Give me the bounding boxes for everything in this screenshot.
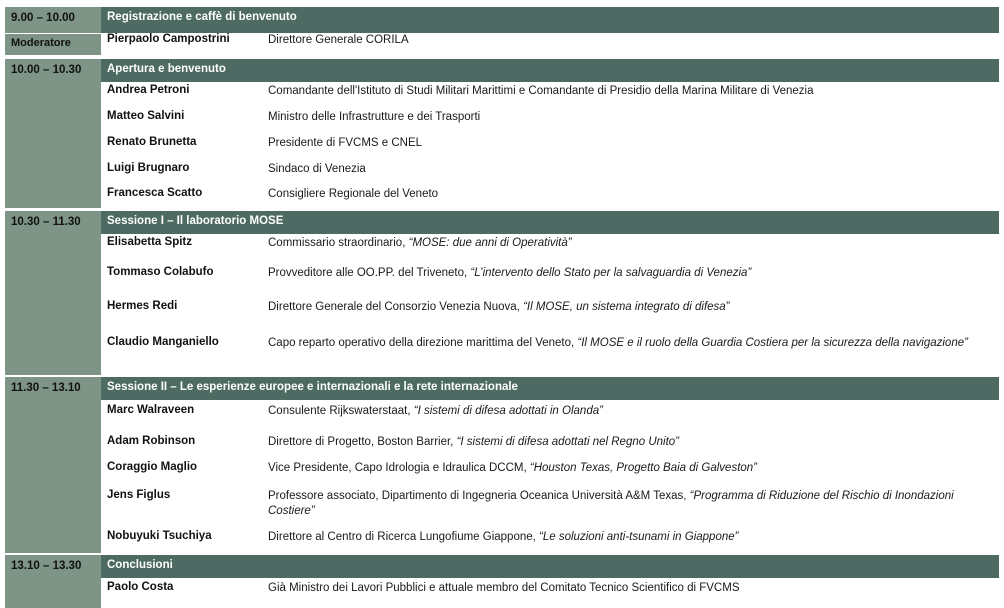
speaker-row [101, 184, 999, 210]
speaker-row [101, 233, 999, 261]
time-slot: 10.00 – 10.30 [5, 58, 101, 208]
speaker-name: Renato Brunetta [107, 136, 197, 148]
time-slot: 11.30 – 13.10 [5, 376, 101, 553]
speaker-row [101, 527, 999, 553]
speaker-row [101, 578, 999, 606]
talk-title: “MOSE: due anni di Operatività” [408, 237, 572, 249]
talk-title: “I sistemi di difesa adottati nel Regno Unito” [456, 436, 680, 448]
talk-title: “Le soluzioni anti-tsunami in Giappone” [539, 531, 739, 543]
time-slot: Moderatore [5, 33, 101, 55]
speaker-row [101, 263, 999, 297]
speaker-row [101, 401, 999, 431]
speaker-role: Direttore di Progetto, Boston Barrier, “I sistemi di difesa adottati nel Regno Unito” [268, 436, 680, 448]
speaker-row [101, 297, 999, 331]
speaker-role: Ministro delle Infrastrutture e dei Trasporti [268, 111, 481, 123]
speaker-name: Francesca Scatto [107, 187, 203, 199]
section-title: Sessione I – Il laboratorio MOSE [101, 210, 999, 234]
time-slot: 10.30 – 11.30 [5, 210, 101, 375]
talk-title: “L’intervento dello Stato per la salvaguardia di Venezia” [470, 267, 752, 279]
talk-title: “Programma di Riduzione del Rischio di Inondazioni Costiere” [268, 490, 954, 517]
time-slot: 13.10 – 13.30 [5, 554, 101, 608]
section-title: Apertura e benvenuto [101, 58, 999, 82]
speaker-row [101, 159, 999, 184]
speaker-row [101, 486, 999, 526]
talk-title: “I sistemi di difesa adottati in Olanda” [413, 405, 603, 417]
talk-title: “Il MOSE, un sistema integrato di difesa” [523, 301, 730, 313]
speaker-name: Matteo Salvini [107, 110, 185, 122]
speaker-name: Jens Figlus [107, 489, 171, 501]
section-title: Sessione II – Le esperienze europee e internazionali e la rete internazionale [101, 376, 999, 400]
speaker-name: Paolo Costa [107, 581, 174, 593]
speaker-role: Direttore Generale del Consorzio Venezia Nuova, “Il MOSE, un sistema integrato di difesa” [268, 301, 730, 313]
section-title: Registrazione e caffè di benvenuto [101, 6, 999, 33]
speaker-row [101, 432, 999, 458]
speaker-role: Professore associato, Dipartimento di Ingegneria Oceanica Università A&M Texas, “Programma di Riduzione del Rischio di Inondazioni Costiere” [268, 490, 954, 517]
speaker-name: Elisabetta Spitz [107, 236, 192, 248]
speaker-role: Consigliere Regionale del Veneto [268, 188, 439, 200]
speaker-name: Pierpaolo Campostrini [107, 33, 230, 45]
time-slot: 9.00 – 10.00 [5, 6, 101, 33]
speaker-name: Tommaso Colabufo [107, 266, 214, 278]
section-title: Conclusioni [101, 554, 999, 578]
speaker-name: Luigi Brugnaro [107, 162, 190, 174]
speaker-name: Nobuyuki Tsuchiya [107, 530, 212, 542]
speaker-row [101, 81, 999, 107]
speaker-role: Presidente di FVCMS e CNEL [268, 137, 423, 149]
speaker-row [101, 333, 999, 375]
speaker-role: Comandante dell'Istituto di Studi Militari Marittimi e Comandante di Presidio della Marina Militare di Venezia [268, 85, 814, 97]
speaker-name: Marc Walraveen [107, 404, 195, 416]
speaker-role: Capo reparto operativo della direzione marittima del Veneto, “Il MOSE e il ruolo della Guardia Costiera per la sicurezza della navigazione” [268, 337, 968, 349]
speaker-role: Provveditore alle OO.PP. del Triveneto, “L’intervento dello Stato per la salvaguardia di Venezia” [268, 267, 752, 279]
speaker-role: Sindaco di Venezia [268, 163, 366, 175]
speaker-row [101, 107, 999, 133]
speaker-name: Adam Robinson [107, 435, 196, 447]
speaker-role: Già Ministro dei Lavori Pubblici e attuale membro del Comitato Tecnico Scientifico di FVCMS [268, 582, 740, 594]
talk-title: “Houston Texas, Progetto Baia di Galveston” [529, 462, 758, 474]
speaker-role: Direttore Generale CORILA [268, 34, 409, 46]
speaker-role: Consulente Rijkswaterstaat, “I sistemi di difesa adottati in Olanda” [268, 405, 603, 417]
talk-title: “Il MOSE e il ruolo della Guardia Costiera per la sicurezza della navigazione” [577, 337, 968, 349]
speaker-row [101, 458, 999, 485]
speaker-role: Commissario straordinario, “MOSE: due anni di Operatività” [268, 237, 572, 249]
speaker-name: Hermes Redi [107, 300, 178, 312]
speaker-role: Direttore al Centro di Ricerca Lungofiume Giappone, “Le soluzioni anti-tsunami in Giappone” [268, 531, 739, 543]
speaker-row [101, 30, 999, 55]
speaker-name: Coraggio Maglio [107, 461, 198, 473]
speaker-name: Andrea Petroni [107, 84, 190, 96]
speaker-row [101, 133, 999, 159]
speaker-role: Vice Presidente, Capo Idrologia e Idraulica DCCM, “Houston Texas, Progetto Baia di Galveston” [268, 462, 758, 474]
speaker-name: Claudio Manganiello [107, 336, 219, 348]
